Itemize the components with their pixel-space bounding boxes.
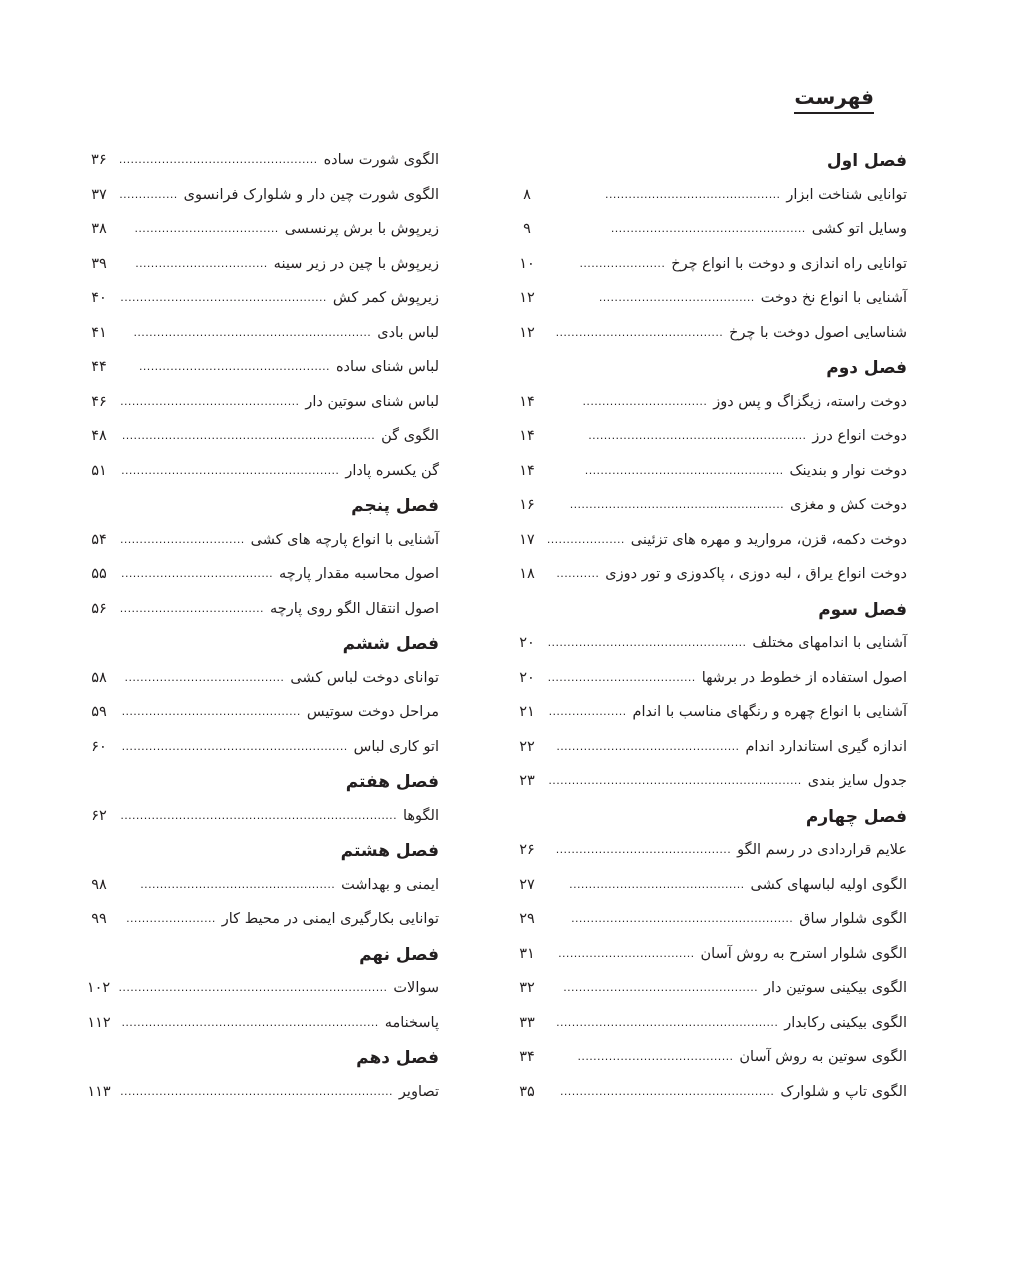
toc-entry — [507, 902, 907, 937]
toc-page-number: ۲۳ — [519, 773, 535, 790]
dot-leader: ......................................... — [124, 670, 285, 684]
toc-entry-title: دوخت راسته، زیگزاگ و پس دوز — [713, 393, 907, 410]
toc-page-number: ۱۴ — [519, 393, 535, 410]
dot-leader: .......................................................... — [121, 739, 348, 753]
chapter-heading: فصل پنجم — [351, 496, 439, 516]
toc-entry — [79, 902, 439, 937]
toc-entry-title: اتو کاری لباس — [353, 738, 439, 755]
toc-entry-title: الگوها — [402, 807, 439, 824]
dot-leader: ........................................ — [598, 291, 755, 305]
dot-leader: ...................................... — [547, 670, 696, 684]
toc-page-number: ۱۱۳ — [87, 1083, 111, 1100]
dot-leader: .................................................. — [140, 877, 336, 891]
dot-leader: .................................................. — [563, 981, 759, 995]
dot-leader: ................................................... — [584, 463, 784, 477]
dot-leader: ....................................................... — [560, 1084, 775, 1098]
toc-entry-title: آشنایی با انواع نخ دوخت — [760, 290, 907, 307]
toc-entry — [79, 281, 439, 316]
toc-entry-title: ایمنی و بهداشت — [341, 876, 439, 893]
dot-leader: ..................................... — [119, 601, 264, 615]
toc-entry-title: لباس بادی — [377, 324, 439, 341]
dot-leader: ..................................................................... — [118, 981, 388, 995]
toc-entry — [79, 143, 439, 178]
toc-entry — [507, 419, 907, 454]
dot-leader: ............................................. — [569, 877, 745, 891]
toc-page-number: ۴۰ — [91, 290, 107, 307]
dot-leader: ........................................ — [577, 1050, 734, 1064]
toc-entry-title: دوخت انواع یراق ، لبه دوزی ، پاکدوزی و تور دوزی — [605, 566, 907, 583]
toc-entry-title: الگوی بیکینی سوتین دار — [764, 980, 907, 997]
toc-entry — [507, 557, 907, 592]
dot-leader: ............................................... — [556, 739, 740, 753]
dot-leader: .................................................................. — [121, 1015, 379, 1029]
toc-entry — [507, 247, 907, 282]
toc-entry — [507, 316, 907, 351]
toc-page-number: ۳۳ — [519, 1014, 535, 1031]
toc-entry — [79, 212, 439, 247]
toc-entry — [79, 799, 439, 834]
toc-page-number: ۸ — [523, 186, 531, 203]
toc-entry-title: الگوی شورت چین دار و شلوارک فرانسوی — [183, 186, 439, 203]
toc-entry-title: آشنایی با اندامهای مختلف — [752, 635, 907, 652]
dot-leader: ............................................................. — [133, 325, 372, 339]
toc-entry-title: دوخت نوار و بندینک — [789, 462, 907, 479]
toc-entry — [79, 523, 439, 558]
toc-page-number: ۴۴ — [91, 359, 107, 376]
chapter-heading: فصل دوم — [826, 358, 907, 378]
dot-leader: ....................................... — [121, 567, 274, 581]
toc-entry — [507, 454, 907, 489]
toc-entry — [79, 1075, 439, 1110]
toc-entry-title: سوالات — [393, 980, 439, 997]
toc-entry-title: اصول استفاده از خطوط در برشها — [701, 669, 907, 686]
toc-page-number: ۴۸ — [91, 428, 107, 445]
toc-entry — [507, 385, 907, 420]
toc-entry-title: لباس شنای سوتین دار — [305, 393, 439, 410]
toc-page-number: ۵۱ — [91, 462, 107, 479]
toc-entry — [507, 661, 907, 696]
toc-entry-title: پاسخنامه — [384, 1014, 439, 1031]
toc-entry-title: الگوی بیکینی رکابدار — [784, 1014, 907, 1031]
chapter-heading: فصل ششم — [342, 634, 439, 654]
dot-leader: .............................................. — [121, 705, 301, 719]
toc-page-number: ۳۴ — [519, 1049, 535, 1066]
toc-entry — [79, 730, 439, 765]
toc-entry-title: الگوی شلوار ساق — [799, 911, 907, 928]
toc-page-number: ۱۷ — [519, 531, 535, 548]
chapter-heading: فصل اول — [826, 151, 907, 171]
dot-leader: ............... — [119, 187, 178, 201]
toc-page-number: ۳۶ — [91, 152, 107, 169]
dot-leader: ......................................................... — [571, 912, 794, 926]
toc-entry — [79, 868, 439, 903]
toc-entry — [79, 1006, 439, 1041]
dot-leader: ........................................... — [555, 325, 724, 339]
dot-leader: ................................ — [119, 532, 245, 546]
toc-entry-title: دوخت دکمه، قزن، مروارید و مهره های تزئینی — [630, 531, 907, 548]
chapter-heading: فصل نهم — [359, 944, 439, 965]
toc-entry-title: الگوی اولیه لباسهای کشی — [750, 876, 907, 893]
toc-entry — [507, 730, 907, 765]
toc-page-number: ۶۲ — [91, 807, 107, 824]
toc-page-number: ۳۵ — [519, 1083, 535, 1100]
chapter-heading: فصل چهارم — [805, 806, 907, 827]
dot-leader: ........... — [556, 567, 600, 581]
toc-page-number: ۴۱ — [91, 324, 107, 341]
toc-entry-title: توانایی شناخت ابزار — [786, 186, 907, 203]
toc-entry — [507, 764, 907, 799]
toc-entry — [79, 419, 439, 454]
toc-page-number: ۹ — [523, 221, 531, 238]
dot-leader: ................................ — [582, 394, 708, 408]
toc-entry — [79, 454, 439, 489]
toc-entry — [79, 661, 439, 696]
chapter-heading: فصل دهم — [356, 1048, 439, 1068]
toc-entry — [79, 350, 439, 385]
toc-page-number: ۱۱۲ — [87, 1014, 111, 1031]
toc-entry-title: توانایی راه اندازی و دوخت با انواع چرخ — [671, 255, 907, 272]
toc-entry-title: الگوی گن — [381, 428, 439, 445]
toc-page-number: ۳۲ — [519, 980, 535, 997]
toc-page-number: ۲۱ — [519, 704, 535, 721]
toc-entry — [507, 212, 907, 247]
toc-column-right — [507, 143, 907, 1109]
toc-entry — [507, 1040, 907, 1075]
dot-leader: ..................................... — [134, 222, 279, 236]
dot-leader: ....................................................................... — [120, 808, 397, 822]
toc-entry — [507, 937, 907, 972]
toc-page-number: ۵۶ — [91, 600, 107, 617]
toc-entry — [507, 1075, 907, 1110]
toc-page-number: ۹۹ — [91, 911, 107, 928]
toc-entry — [79, 316, 439, 351]
toc-page-number: ۱۰ — [519, 255, 535, 272]
toc-entry — [79, 971, 439, 1006]
dot-leader: ................................................................. — [121, 429, 376, 443]
toc-entry-title: الگوی شورت ساده — [323, 152, 439, 169]
dot-leader: .................... — [548, 705, 627, 719]
toc-entry — [507, 1006, 907, 1041]
toc-page-number: ۲۹ — [519, 911, 535, 928]
toc-page-number: ۵۴ — [91, 531, 107, 548]
dot-leader: ....................................................... — [569, 498, 784, 512]
toc-page-number: ۳۹ — [91, 255, 107, 272]
dot-leader: .................................................. — [610, 222, 806, 236]
toc-entry-title: آشنایی با انواع پارچه های کشی — [250, 531, 439, 548]
dot-leader: ........................................................ — [121, 463, 340, 477]
toc-entry-title: زیرپوش با چین در زیر سینه — [273, 255, 439, 272]
toc-page-number: ۲۷ — [519, 876, 535, 893]
toc-entry — [507, 523, 907, 558]
toc-entry — [79, 385, 439, 420]
toc-entry — [79, 557, 439, 592]
toc-page-number: ۵۵ — [91, 566, 107, 583]
toc-page-number: ۳۷ — [91, 186, 107, 203]
toc-entry-title: اندازه گیری استاندارد اندام — [745, 738, 907, 755]
toc-entry-title: الگوی تاپ و شلوارک — [780, 1083, 907, 1100]
dot-leader: ................................... — [558, 946, 695, 960]
toc-entry — [507, 833, 907, 868]
dot-leader: ............................................. — [605, 187, 781, 201]
toc-entry-title: توانای دوخت لباس کشی — [290, 669, 439, 686]
toc-entry — [507, 695, 907, 730]
toc-page-number: ۲۰ — [519, 669, 535, 686]
toc-entry — [507, 868, 907, 903]
dot-leader: ....................... — [126, 912, 216, 926]
toc-entry-title: لباس شنای ساده — [335, 359, 439, 376]
toc-page-number: ۲۲ — [519, 738, 535, 755]
toc-page-number: ۱۲ — [519, 290, 535, 307]
dot-leader: ........................................................ — [588, 429, 807, 443]
toc-entry-title: اصول انتقال الگو روی پارچه — [269, 600, 439, 617]
toc-entry-title: تصاویر — [398, 1083, 439, 1100]
toc-page-number: ۱۴ — [519, 428, 535, 445]
toc-entry-title: اصول محاسبه مقدار پارچه — [279, 566, 439, 583]
toc-entry-title: گن یکسره پادار — [345, 462, 439, 479]
chapter-heading: فصل سوم — [818, 599, 907, 620]
toc-page-number: ۲۰ — [519, 635, 535, 652]
toc-entry-title: توانایی بکارگیری ایمنی در محیط کار — [221, 911, 439, 928]
dot-leader: .................................. — [135, 256, 268, 270]
toc-column-left — [79, 143, 439, 1109]
toc-entry — [507, 281, 907, 316]
toc-page-number: ۹۸ — [91, 876, 107, 893]
toc-page-number: ۲۶ — [519, 842, 535, 859]
dot-leader: ...................................................................... — [120, 1084, 393, 1098]
toc-entry-title: مراحل دوخت سوتیس — [306, 704, 439, 721]
toc-entry-title: الگوی سوتین به روش آسان — [739, 1049, 907, 1066]
dot-leader: .............................................. — [120, 394, 300, 408]
toc-entry-title: زیرپوش با برش پرنسسی — [284, 221, 439, 238]
dot-leader: ...................... — [579, 256, 666, 270]
toc-page-number: ۳۱ — [519, 945, 535, 962]
dot-leader: ......................................................... — [556, 1015, 779, 1029]
toc-entry — [507, 488, 907, 523]
toc-page-number: ۱۶ — [519, 497, 535, 514]
toc-page-number: ۵۸ — [91, 669, 107, 686]
toc-page-number: ۵۹ — [91, 704, 107, 721]
chapter-heading: فصل هشتم — [340, 841, 439, 861]
toc-page-number: ۴۶ — [91, 393, 107, 410]
dot-leader: ................................................................. — [548, 774, 802, 788]
toc-entry-title: جدول سایز بندی — [807, 773, 907, 790]
toc-entry-title: دوخت انواع درز — [812, 428, 907, 445]
toc-page-number: ۶۰ — [91, 738, 107, 755]
dot-leader: ................................................... — [118, 153, 318, 167]
toc-page-number: ۱۴ — [519, 462, 535, 479]
toc-page-number: ۳۸ — [91, 221, 107, 238]
dot-leader: .................... — [546, 532, 625, 546]
toc-entry-title: وسایل اتو کشی — [811, 221, 907, 238]
toc-entry-title: زیرپوش کمر کش — [332, 290, 439, 307]
chapter-heading: فصل هفتم — [345, 772, 439, 792]
toc-entry — [507, 178, 907, 213]
page-title: فهرست — [794, 84, 874, 114]
toc-entry-title: علایم قراردادی در رسم الگو — [737, 842, 907, 859]
toc-entry — [79, 592, 439, 627]
toc-entry-title: شناسایی اصول دوخت با چرخ — [729, 324, 907, 341]
toc-entry — [507, 971, 907, 1006]
dot-leader: ..................................................... — [120, 291, 327, 305]
toc-entry-title: آشنایی با انواع چهره و رنگهای مناسب با اندام — [632, 704, 907, 721]
toc-entry — [79, 695, 439, 730]
dot-leader: ................................................. — [139, 360, 330, 374]
toc-page-number: ۱۰۲ — [86, 980, 111, 997]
dot-leader: ................................................... — [547, 636, 747, 650]
toc-page-number: ۱۲ — [519, 324, 535, 341]
toc-entry — [79, 247, 439, 282]
dot-leader: ............................................. — [555, 843, 732, 857]
toc-entry-title: دوخت کش و مغزی — [790, 497, 907, 514]
toc-entry — [79, 178, 439, 213]
toc-entry-title: الگوی شلوار استرح به روش آسان — [700, 945, 907, 962]
toc-page-number: ۱۸ — [519, 566, 535, 583]
toc-entry — [507, 626, 907, 661]
